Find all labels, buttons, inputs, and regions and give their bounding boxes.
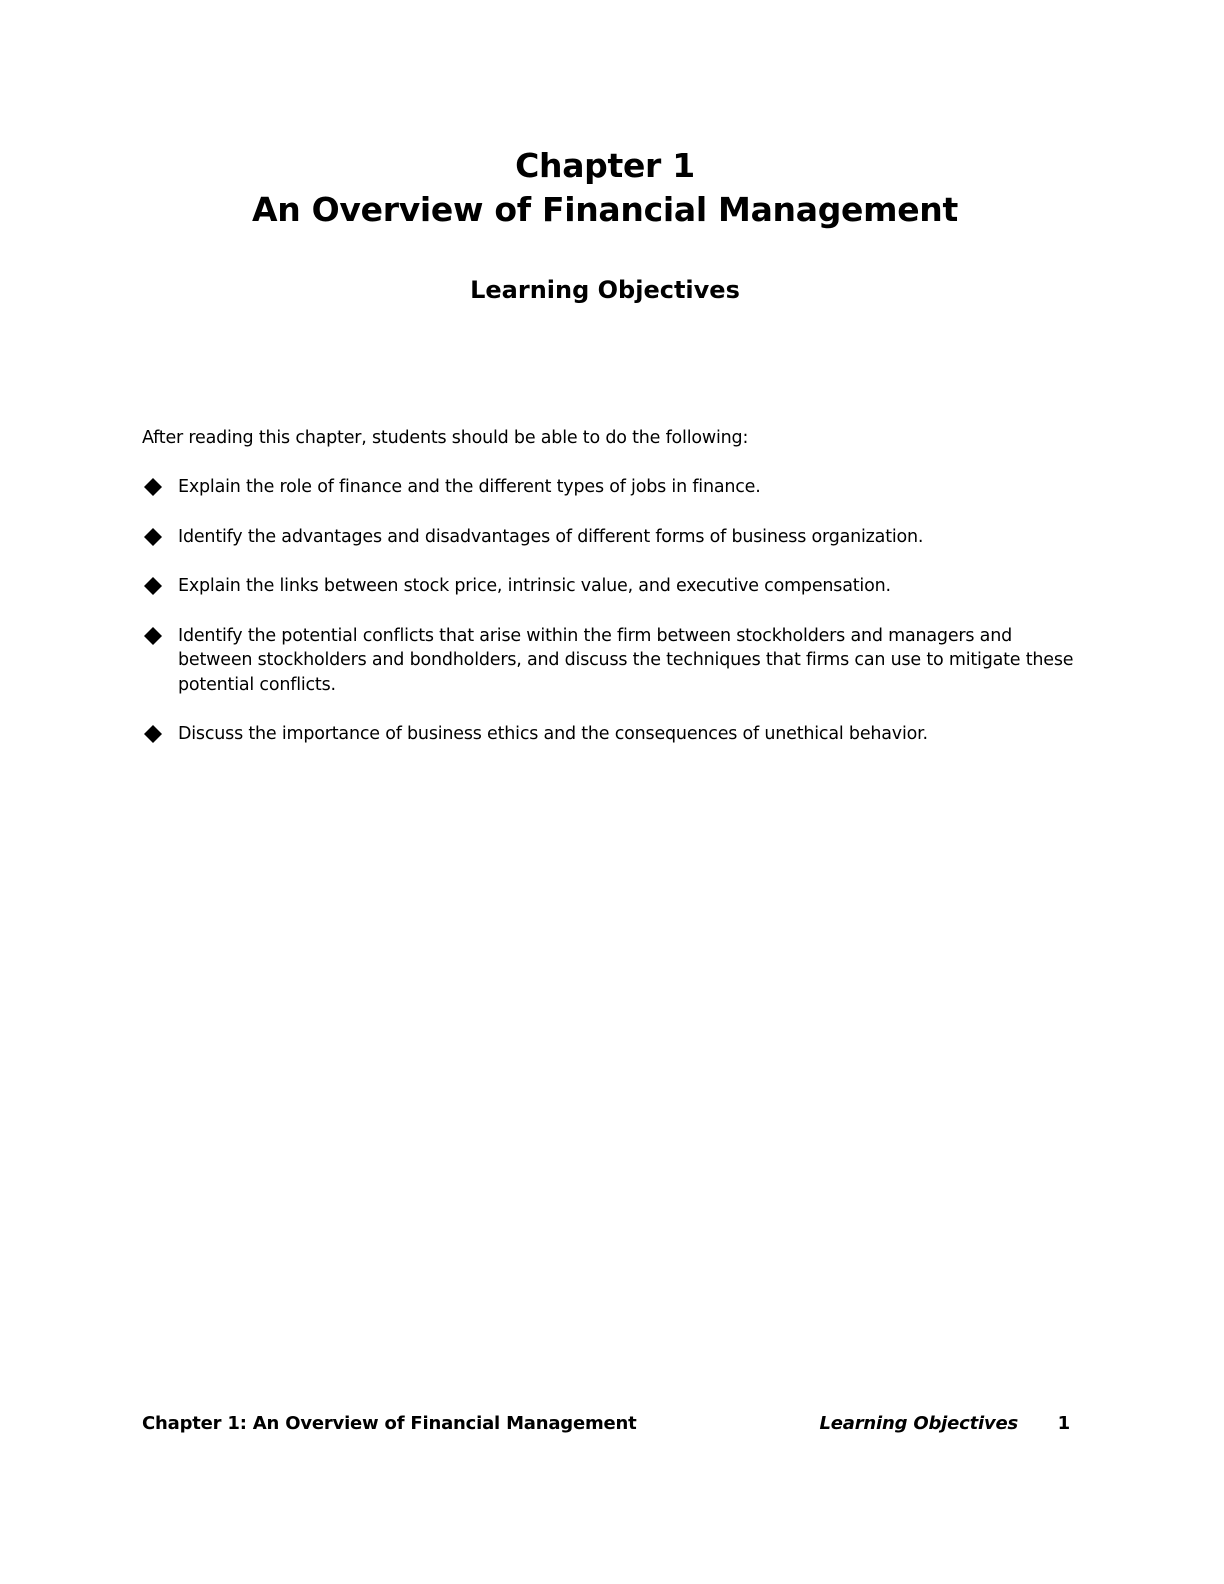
objective-text: Explain the role of finance and the different types of jobs in finance. <box>178 477 761 497</box>
footer-section-title: Learning Objectives <box>819 1413 1018 1434</box>
list-item <box>142 722 1082 747</box>
page-footer <box>142 1410 1072 1438</box>
section-heading: Learning Objectives <box>470 276 740 304</box>
diamond-icon <box>144 528 162 546</box>
objective-text: Identify the advantages and disadvantages of different forms of business organization. <box>178 526 924 547</box>
diamond-icon <box>144 577 162 595</box>
objective-text: Discuss the importance of business ethics and the consequences of unethical behavior. <box>178 724 928 744</box>
page-number: 1 <box>1057 1413 1070 1434</box>
intro-text: After reading this chapter, students should be able to do the following: <box>142 428 749 448</box>
diamond-icon <box>144 627 162 645</box>
objective-text: Identify the potential conflicts that arise within the firm between stockholders and managers and between stockholders and bondholders, and discuss the techniques that firms can use to mitigate these potential conflicts. <box>178 625 1074 695</box>
objectives-list <box>142 475 1082 772</box>
diamond-icon <box>144 725 162 743</box>
title-block <box>0 144 1210 232</box>
list-item <box>142 525 1082 550</box>
diamond-icon <box>144 478 162 496</box>
footer-chapter-title: Chapter 1: An Overview of Financial Management <box>142 1413 637 1434</box>
chapter-number: Chapter 1 <box>515 146 695 185</box>
list-item <box>142 475 1082 500</box>
list-item <box>142 574 1082 599</box>
list-item <box>142 624 1082 698</box>
chapter-title: An Overview of Financial Management <box>252 190 958 229</box>
objective-text: Explain the links between stock price, intrinsic value, and executive compensation. <box>178 576 891 596</box>
